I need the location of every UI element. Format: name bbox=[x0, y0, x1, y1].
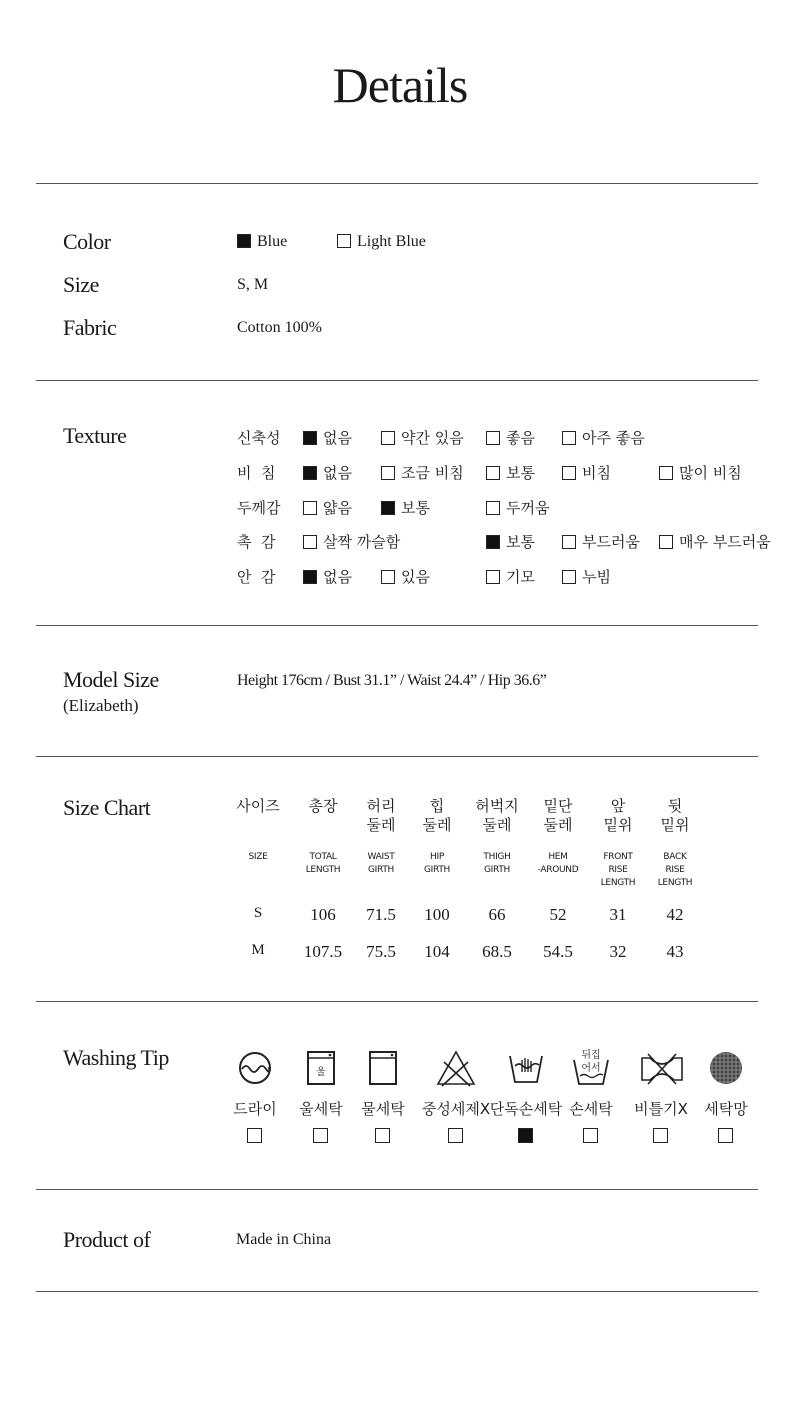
checkbox-unchecked bbox=[313, 1128, 328, 1143]
size-chart-header-ko: 허벅지 둘레 bbox=[475, 797, 519, 834]
texture-option-text: 있음 bbox=[401, 568, 430, 586]
size-chart-cell: 68.5 bbox=[482, 942, 512, 961]
divider bbox=[36, 183, 758, 184]
divider bbox=[36, 1291, 758, 1292]
washing-label: 손세탁 bbox=[569, 1100, 613, 1118]
size-chart-size-cell: S bbox=[253, 905, 263, 921]
divider bbox=[36, 756, 758, 757]
inside-out-icon-text-2: 어서 bbox=[581, 1063, 601, 1074]
size-chart-header-ko: 뒷 밑위 bbox=[660, 797, 690, 834]
no-wring-icon bbox=[638, 1048, 686, 1088]
texture-option-text: 부드러움 bbox=[582, 533, 640, 551]
dry-clean-icon bbox=[235, 1048, 275, 1088]
size-label: Size bbox=[63, 272, 99, 297]
texture-option bbox=[381, 427, 464, 448]
texture-row-label: 신축성 bbox=[237, 429, 281, 447]
model-size-label: Model Size bbox=[63, 667, 159, 692]
texture-option-text: 비침 bbox=[582, 464, 611, 482]
texture-option bbox=[659, 462, 742, 483]
checkbox-unchecked bbox=[486, 501, 500, 515]
washing-label: 물세탁 bbox=[361, 1100, 405, 1118]
model-size-value: Height 176cm / Bust 31.1” / Waist 24.4” / Hip 36.6” bbox=[237, 672, 547, 689]
texture-option-text: 얇음 bbox=[323, 499, 352, 517]
laundry-net-icon bbox=[706, 1048, 746, 1088]
wool-wash-icon bbox=[301, 1048, 341, 1088]
size-chart-header-ko: 허리 둘레 bbox=[366, 797, 396, 834]
checkbox-unchecked bbox=[653, 1128, 668, 1143]
texture-option bbox=[303, 497, 352, 518]
size-chart-header-en: SIZE bbox=[248, 852, 268, 862]
checkbox-unchecked bbox=[486, 431, 500, 445]
texture-option-text: 보통 bbox=[401, 499, 430, 517]
texture-option-text: 약간 있음 bbox=[401, 429, 464, 447]
checkbox-unchecked bbox=[303, 535, 317, 549]
checkbox-checked bbox=[381, 501, 395, 515]
color-label: Color bbox=[63, 229, 111, 254]
checkbox-checked bbox=[303, 570, 317, 584]
size-chart-cell: 42 bbox=[666, 905, 684, 924]
checkbox-unchecked bbox=[448, 1128, 463, 1143]
size-chart-cell: 71.5 bbox=[366, 905, 396, 924]
size-chart-header-en: TOTAL LENGTH bbox=[305, 852, 341, 875]
checkbox-unchecked bbox=[659, 466, 673, 480]
size-chart-header-en: FRONT RISE LENGTH bbox=[600, 852, 636, 888]
checkbox-checked bbox=[303, 466, 317, 480]
texture-option bbox=[486, 497, 549, 518]
texture-option bbox=[486, 462, 535, 483]
washing-label: 중성세제X bbox=[421, 1100, 491, 1118]
texture-option bbox=[486, 531, 535, 552]
checkbox-unchecked bbox=[375, 1128, 390, 1143]
checkbox-unchecked bbox=[583, 1128, 598, 1143]
texture-label: Texture bbox=[63, 423, 127, 448]
texture-option bbox=[303, 531, 400, 552]
texture-option bbox=[659, 531, 771, 552]
texture-option bbox=[562, 427, 645, 448]
washing-tip-label: Washing Tip bbox=[63, 1045, 169, 1070]
checkbox-unchecked bbox=[659, 535, 673, 549]
no-bleach-icon bbox=[436, 1048, 476, 1088]
texture-row-label: 안 감 bbox=[237, 568, 276, 586]
size-chart-label: Size Chart bbox=[63, 795, 151, 820]
page-title: Details bbox=[332, 57, 468, 113]
checkbox-checked bbox=[303, 431, 317, 445]
size-chart-cell: 100 bbox=[424, 905, 450, 924]
texture-option-text: 두꺼움 bbox=[506, 499, 550, 517]
texture-option bbox=[562, 531, 640, 552]
texture-option-text: 없음 bbox=[323, 464, 352, 482]
checkbox-unchecked bbox=[381, 466, 395, 480]
texture-option-text: 많이 비침 bbox=[679, 464, 742, 482]
texture-option bbox=[303, 462, 352, 483]
divider bbox=[36, 380, 758, 381]
inside-out-icon-text-1: 뒤집 bbox=[581, 1050, 601, 1061]
size-chart-cell: 32 bbox=[609, 942, 627, 961]
texture-option bbox=[486, 427, 535, 448]
checkbox-unchecked bbox=[486, 570, 500, 584]
texture-option-text: 매우 부드러움 bbox=[679, 533, 771, 551]
checkbox-unchecked bbox=[303, 501, 317, 515]
texture-option bbox=[562, 462, 611, 483]
checkbox-unchecked bbox=[718, 1128, 733, 1143]
size-chart-cell: 31 bbox=[609, 905, 627, 924]
checkbox-unchecked bbox=[247, 1128, 262, 1143]
product-of-label: Product of bbox=[63, 1227, 151, 1252]
texture-option-text: 아주 좋음 bbox=[582, 429, 645, 447]
size-chart-header-en: HIP GIRTH bbox=[424, 852, 450, 875]
washing-label: 울세탁 bbox=[299, 1100, 343, 1118]
washing-label: 비틀기X bbox=[634, 1100, 688, 1118]
texture-option-text: 누빔 bbox=[582, 568, 611, 586]
checkbox-unchecked bbox=[562, 570, 576, 584]
size-chart-cell: 66 bbox=[488, 905, 506, 924]
checkbox-unchecked bbox=[486, 466, 500, 480]
texture-option-text: 살짝 까슬함 bbox=[323, 533, 401, 551]
texture-option bbox=[381, 566, 430, 587]
texture-row-label: 비 침 bbox=[237, 464, 276, 482]
texture-option bbox=[562, 566, 611, 587]
checkbox-unchecked bbox=[562, 535, 576, 549]
texture-option bbox=[303, 566, 352, 587]
texture-option bbox=[381, 497, 430, 518]
size-chart-header-ko: 앞 밑위 bbox=[603, 797, 633, 834]
size-chart-cell: 43 bbox=[666, 942, 684, 961]
size-chart-header-en: HEM -AROUND bbox=[537, 852, 579, 875]
texture-option-text: 보통 bbox=[506, 464, 535, 482]
texture-option bbox=[303, 427, 352, 448]
texture-option-text: 기모 bbox=[506, 568, 535, 586]
size-chart-header-ko: 사이즈 bbox=[236, 797, 280, 815]
size-chart-header-ko: 밑단 둘레 bbox=[543, 797, 573, 834]
size-chart-header-ko: 총장 bbox=[308, 797, 338, 815]
texture-row-label: 두께감 bbox=[237, 499, 281, 517]
size-chart-size-cell: M bbox=[251, 942, 265, 958]
texture-option bbox=[381, 462, 464, 483]
texture-option-text: 조금 비침 bbox=[401, 464, 464, 482]
size-chart-header-en: WAIST GIRTH bbox=[367, 852, 395, 875]
product-of-value: Made in China bbox=[236, 1231, 332, 1248]
color-option-blue: Blue bbox=[237, 233, 287, 251]
texture-option-text: 없음 bbox=[323, 568, 352, 586]
color-option-light-blue: Light Blue bbox=[337, 233, 426, 251]
checkbox-unchecked bbox=[381, 431, 395, 445]
hand-wash-separately-icon bbox=[506, 1048, 546, 1088]
size-chart-cell: 54.5 bbox=[543, 942, 573, 961]
size-chart-cell: 52 bbox=[549, 905, 567, 924]
checkbox-unchecked bbox=[381, 570, 395, 584]
hand-wash-inside-out-icon bbox=[571, 1046, 611, 1088]
texture-option bbox=[486, 566, 535, 587]
checkbox-checked bbox=[237, 234, 251, 248]
size-chart-cell: 75.5 bbox=[366, 942, 396, 961]
checkbox-unchecked bbox=[562, 466, 576, 480]
model-name: (Elizabeth) bbox=[63, 696, 139, 715]
divider bbox=[36, 1001, 758, 1002]
checkbox-checked bbox=[486, 535, 500, 549]
fabric-value: Cotton 100% bbox=[237, 319, 322, 336]
texture-row-label: 촉 감 bbox=[237, 533, 276, 551]
washing-label: 세탁망 bbox=[704, 1100, 748, 1118]
size-chart-cell: 107.5 bbox=[303, 942, 343, 961]
texture-option-text: 없음 bbox=[323, 429, 352, 447]
washing-label: 드라이 bbox=[233, 1100, 277, 1118]
size-value: S, M bbox=[237, 276, 269, 293]
fabric-label: Fabric bbox=[63, 315, 117, 340]
water-wash-icon bbox=[363, 1048, 403, 1088]
size-chart-cell: 104 bbox=[424, 942, 450, 961]
checkbox-unchecked bbox=[337, 234, 351, 248]
checkbox-checked bbox=[518, 1128, 533, 1143]
divider bbox=[36, 625, 758, 626]
washing-label: 단독손세탁 bbox=[489, 1100, 563, 1118]
size-chart-header-en: BACK RISE LENGTH bbox=[657, 852, 693, 888]
checkbox-unchecked bbox=[562, 431, 576, 445]
texture-option-text: 좋음 bbox=[506, 429, 535, 447]
size-chart-header-ko: 힙 둘레 bbox=[422, 797, 452, 834]
size-chart-cell: 106 bbox=[310, 905, 336, 924]
size-chart-header-en: THIGH GIRTH bbox=[483, 852, 511, 875]
texture-option-text: 보통 bbox=[506, 533, 535, 551]
divider bbox=[36, 1189, 758, 1190]
wool-icon-text: 울 bbox=[316, 1067, 326, 1078]
